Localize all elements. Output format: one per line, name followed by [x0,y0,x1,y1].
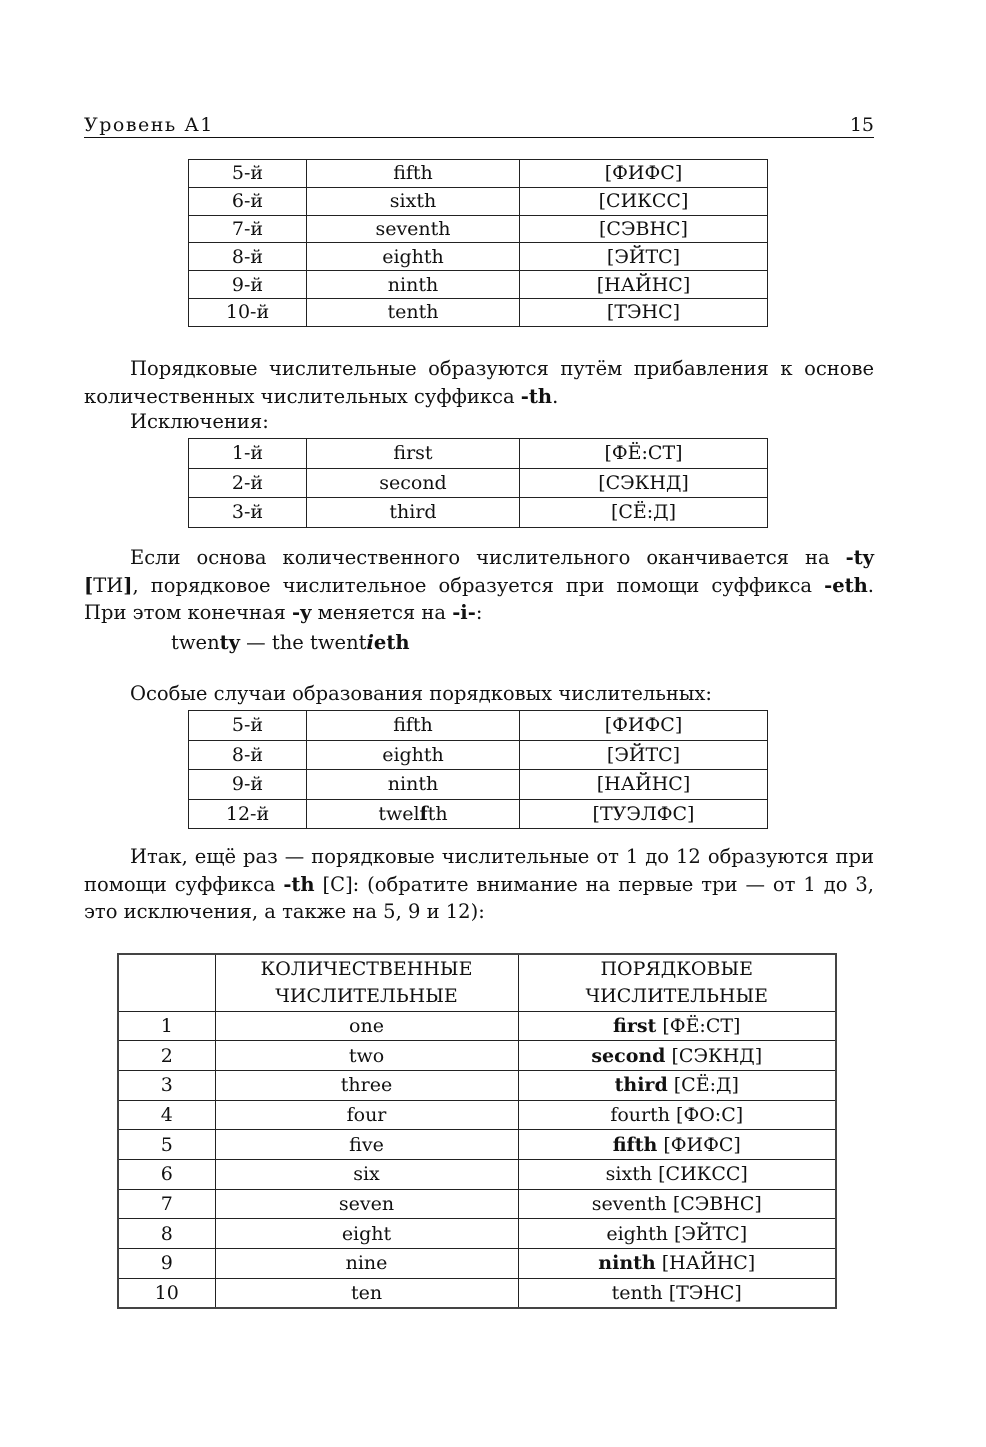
table-cell: 6 [118,1159,215,1189]
table-cell: three [215,1070,518,1100]
table-cell: [СИКСС] [520,187,768,215]
table-cell: twelfth [307,799,520,828]
cardinal-ordinal-table [117,953,837,1309]
table-cell: 5 [118,1130,215,1160]
table-cell: second [СЭКНД] [518,1041,836,1071]
table-cell: [НАЙНС] [520,770,768,800]
table-row [189,799,768,828]
table-cell: fifth [ФИФС] [518,1130,836,1160]
table-cell: 7 [118,1189,215,1219]
table-cell: [ЭЙТС] [520,740,768,770]
table-row [189,740,768,770]
table-cell: tenth [307,298,520,326]
table-cell: first [307,439,520,469]
table-cell: 4 [118,1100,215,1130]
table-row [118,1070,836,1100]
table-cell: [ФЁ:СТ] [520,439,768,469]
table-cell: 2 [118,1041,215,1071]
table-cell: 9-й [189,770,307,800]
table-row [189,160,768,188]
table-cell: [ФИФС] [520,711,768,741]
table-cell: nine [215,1249,518,1279]
table-cell: fifth [307,160,520,188]
ordinal-table-5-10 [188,159,768,327]
table-cell: 5-й [189,711,307,741]
table-cell: seven [215,1189,518,1219]
exceptions-label: Исключения: [130,410,269,433]
table-cell: second [307,468,520,498]
table-cell: 8 [118,1219,215,1249]
table-cell: seventh [307,215,520,243]
table-cell: [ФИФС] [520,160,768,188]
table-cell: fourth [ФО:С] [518,1100,836,1130]
table-cell: third [СЁ:Д] [518,1070,836,1100]
table-cell: ninth [НАЙНС] [518,1249,836,1279]
exceptions-table [188,438,768,528]
page-number: 15 [849,114,874,136]
running-header-title: Уровень А1 [84,114,214,136]
table-cell: [ТУЭЛФС] [520,799,768,828]
table-cell: eighth [ЭЙТС] [518,1219,836,1249]
table-row [189,770,768,800]
table-header-cell [118,954,215,1011]
table-cell: ten [215,1278,518,1308]
table-row [118,1219,836,1249]
table-row [189,187,768,215]
table-cell: sixth [СИКСС] [518,1159,836,1189]
table-cell: 5-й [189,160,307,188]
table-row [189,468,768,498]
table-cell: 10-й [189,298,307,326]
table-cell: eighth [307,243,520,271]
paragraph-summary: Итак, ещё раз — порядковые числительные от 1 до 12 образуются при помощи суффикса -th [С]: (обратите внимание на первые три — от 1 до 3, это исключения, а также на 5, 9 и 12): [84,845,874,923]
table-row [189,271,768,299]
table-cell: 1 [118,1011,215,1041]
table-row [189,439,768,469]
table-row [118,1189,836,1219]
example-twenty: twenty — the twentieth [171,631,410,654]
table-cell: [ЭЙТС] [520,243,768,271]
table-cell: seventh [СЭВНС] [518,1189,836,1219]
table-cell: 8-й [189,740,307,770]
table-row [189,215,768,243]
header-rule [84,137,874,138]
table-cell: [СЭВНС] [520,215,768,243]
table-cell: 3 [118,1070,215,1100]
table-cell: four [215,1100,518,1130]
table-row [189,243,768,271]
table-cell: 1-й [189,439,307,469]
table-cell: third [307,498,520,528]
table-header-row [118,954,836,1011]
table-cell: 9 [118,1249,215,1279]
table-row [118,1249,836,1279]
paragraph-ty-rule: Если основа количественного числительного оканчивается на -ty [ТИ], порядковое числительное образуется при помощи суффикса -eth. При этом конечная -y меняется на -i-: [84,546,874,624]
table-row [189,498,768,528]
table-row [118,1159,836,1189]
table-cell: 2-й [189,468,307,498]
table-row [189,711,768,741]
table-cell: 12-й [189,799,307,828]
table-cell: 6-й [189,187,307,215]
table-cell: five [215,1130,518,1160]
table-cell: [СЁ:Д] [520,498,768,528]
table-row [189,298,768,326]
table-cell: eight [215,1219,518,1249]
table-row [118,1041,836,1071]
table-cell: tenth [ТЭНС] [518,1278,836,1308]
table-cell: one [215,1011,518,1041]
table-cell: [СЭКНД] [520,468,768,498]
table-cell: eighth [307,740,520,770]
special-cases-table [188,710,768,829]
table-row [118,1278,836,1308]
table-cell: 7-й [189,215,307,243]
table-cell: 3-й [189,498,307,528]
special-cases-label: Особые случаи образования порядковых числительных: [130,682,712,705]
table-cell: two [215,1041,518,1071]
table-cell: [НАЙНС] [520,271,768,299]
table-cell: ninth [307,770,520,800]
paragraph-suffix-rule: Порядковые числительные образуются путём прибавления к основе количественных числительных суффикса -th. [84,357,874,408]
table-cell: fifth [307,711,520,741]
table-cell: 9-й [189,271,307,299]
table-cell: six [215,1159,518,1189]
table-cell: ninth [307,271,520,299]
table-row [118,1130,836,1160]
table-row [118,1100,836,1130]
table-row [118,1011,836,1041]
table-header-cell: ПОРЯДКОВЫЕ ЧИСЛИТЕЛЬНЫЕ [518,954,836,1011]
table-cell: 10 [118,1278,215,1308]
table-cell: [ТЭНС] [520,298,768,326]
table-header-cell: КОЛИЧЕСТВЕННЫЕ ЧИСЛИТЕЛЬНЫЕ [215,954,518,1011]
table-cell: first [ФЁ:СТ] [518,1011,836,1041]
table-cell: sixth [307,187,520,215]
table-cell: 8-й [189,243,307,271]
